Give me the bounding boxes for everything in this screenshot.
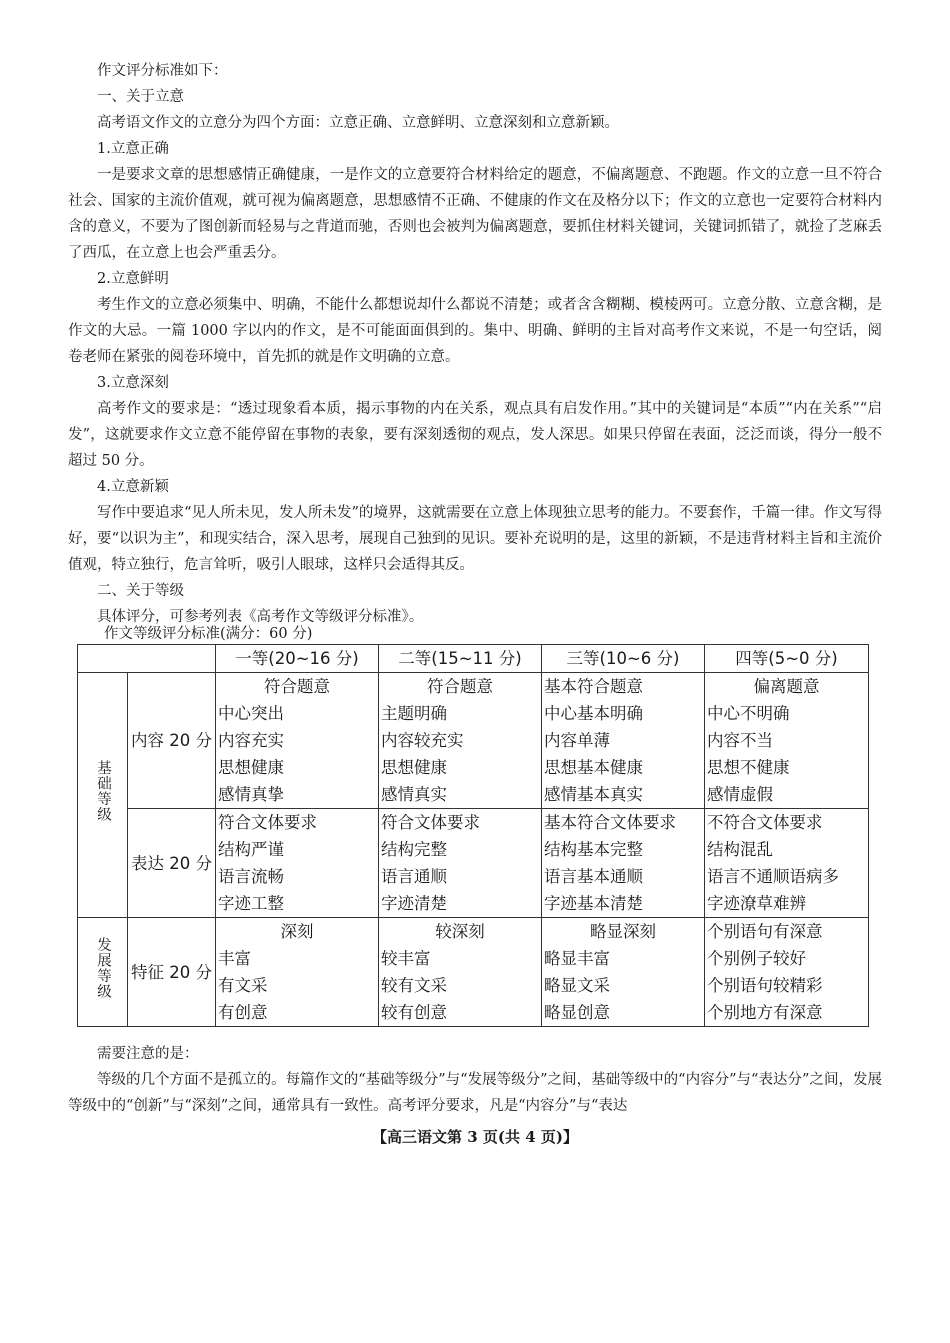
row-label-content: 内容 20 分 [128,673,216,809]
cell-line: 偏离题意 [753,677,820,696]
table-header-row [78,645,869,673]
cell-line: 符合文体要求 [218,813,317,832]
cell-line: 语言不通顺语病多 [707,867,839,886]
cell-line: 个别例子较好 [707,949,806,968]
cell-line: 略显创意 [544,1003,610,1022]
cell-line: 感情真实 [381,785,447,804]
cell-line: 中心突出 [218,704,284,723]
table-cell [705,809,869,918]
row-label-expression: 表达 20 分 [128,809,216,918]
table-corner-cell [78,645,216,673]
table-row-expression [78,809,869,918]
cell-line: 内容不当 [707,731,773,750]
cell-line: 较丰富 [381,949,431,968]
cell-line: 符合题意 [427,677,493,696]
row-label-feature: 特征 20 分 [128,918,216,1027]
cell-line: 内容充实 [218,731,284,750]
cell-line: 字迹工整 [218,894,284,913]
cell-line: 思想不健康 [707,758,790,777]
table-cell [216,918,379,1027]
table-cell [542,673,705,809]
section-heading: 一、关于立意 [97,89,184,105]
table-caption: 作文等级评分标准(满分：60 分) [104,626,313,642]
subsection-heading: 2.立意鲜明 [97,271,169,287]
cell-line: 结构严谨 [218,840,284,859]
group-label-basic: 基础等级 [78,673,128,918]
header-grade-1: 一等(20~16 分) [216,645,379,673]
table-cell [379,809,542,918]
cell-line: 字迹基本清楚 [544,894,643,913]
cell-line: 有创意 [218,1003,268,1022]
cell-line: 思想基本健康 [544,758,643,777]
subsection-heading: 3.立意深刻 [97,375,169,391]
paragraph: 具体评分，可参考列表《高考作文等级评分标准》。 [97,609,424,625]
cell-line: 略显文采 [544,976,610,995]
table-cell [379,918,542,1027]
cell-line: 个别语句较精彩 [707,976,823,995]
paragraph: 一是要求文章的思想感情正确健康，一是作文的立意要符合材料给定的题意，不偏离题意、不跑题。作文的立意一旦不符合社会、国家的主流价值观，就可视为偏离题意，思想感情不正确、不健康的作文在及格分以下；作文的立意也一定要符合材料内含的意义，不要为了图创新而轻易与之背道而驰，否则也会被判为偏离题意，要抓住材料关键词，关键词抓错了，就捡了芝麻丢了西瓜，在立意上也会严重丢分。 [68,167,882,261]
paragraph: 等级的几个方面不是孤立的。每篇作文的“基础等级分”与“发展等级分”之间，基础等级中的“内容分”与“表达分”之间，发展等级中的“创新”与“深刻”之间，通常具有一致性。高考评分要求，凡是“内容分”与“表达 [68,1072,882,1114]
cell-line: 较深刻 [435,922,485,941]
section-heading: 二、关于等级 [97,583,184,599]
cell-line: 基本符合题意 [544,677,643,696]
cell-line: 语言通顺 [381,867,447,886]
cell-line: 丰富 [218,949,251,968]
cell-line: 有文采 [218,976,268,995]
cell-line: 个别语句有深意 [707,922,823,941]
cell-line: 内容单薄 [544,731,610,750]
cell-line: 结构混乱 [707,840,773,859]
table-cell [705,673,869,809]
cell-line: 结构基本完整 [544,840,643,859]
cell-line: 中心基本明确 [544,704,643,723]
paragraph: 作文评分标准如下： [97,63,228,79]
grading-table [77,644,869,1027]
cell-line: 符合文体要求 [381,813,480,832]
header-grade-2: 二等(15~11 分) [379,645,542,673]
table-cell [542,809,705,918]
group-label-development: 发展等级 [78,918,128,1027]
subsection-heading: 4.立意新颖 [97,479,169,495]
subsection-heading: 1.立意正确 [97,141,169,157]
cell-line: 深刻 [280,922,314,941]
cell-line: 个别地方有深意 [707,1003,823,1022]
cell-line: 思想健康 [381,758,447,777]
header-grade-4: 四等(5~0 分) [705,645,869,673]
top-text-section [68,58,882,630]
bottom-text-section [68,1041,882,1119]
paragraph: 考生作文的立意必须集中、明确，不能什么都想说却什么都说不清楚；或者含含糊糊、模棱两可。立意分散、立意含糊，是作文的大忌。一篇 1000 字以内的作文，是不可能面面俱到的。集中、明确、鲜明的主旨对高考作文来说，不是一句空话，阅卷老师在紧张的阅卷环境中，首先抓的就是作文明确的立意。 [68,297,882,365]
cell-line: 略显深刻 [590,922,656,941]
cell-line: 较有创意 [381,1003,447,1022]
cell-line: 结构完整 [381,840,447,859]
paragraph: 需要注意的是： [97,1046,199,1062]
cell-line: 符合题意 [264,677,330,696]
cell-line: 略显丰富 [544,949,610,968]
cell-line: 基本符合文体要求 [544,813,676,832]
cell-line: 内容较充实 [381,731,464,750]
cell-line: 不符合文体要求 [707,813,823,832]
cell-line: 较有文采 [381,976,447,995]
cell-line: 字迹潦草难辨 [707,894,806,913]
cell-line: 感情真挚 [218,785,284,804]
cell-line: 感情基本真实 [544,785,643,804]
table-cell [216,673,379,809]
table-cell [705,918,869,1027]
header-grade-3: 三等(10~6 分) [542,645,705,673]
cell-line: 中心不明确 [707,704,790,723]
cell-line: 语言流畅 [218,867,284,886]
cell-line: 感情虚假 [707,785,773,804]
cell-line: 字迹清楚 [381,894,447,913]
paragraph: 高考作文的要求是：“透过现象看本质，揭示事物的内在关系，观点具有启发作用。”其中的关键词是“本质”“内在关系”“启发”，这就要求作文立意不能停留在事物的表象，要有深刻透彻的观点，发人深思。如果只停留在表面，泛泛而谈，得分一般不超过 50 分。 [68,401,882,469]
table-row-feature [78,918,869,1027]
page-footer: 【高三语文第 3 页(共 4 页)】 [372,1128,578,1146]
table-row-content [78,673,869,809]
cell-line: 语言基本通顺 [544,867,643,886]
cell-line: 主题明确 [381,704,447,723]
table-cell [379,673,542,809]
paragraph: 写作中要追求“见人所未见，发人所未发”的境界，这就需要在立意上体现独立思考的能力。不要套作，千篇一律。作文写得好，要“以识为主”，和现实结合，深入思考，展现自己独到的见识。要补充说明的是，这里的新颖，不是违背材料主旨和主流价值观，特立独行，危言耸听，吸引人眼球，这样只会适得其反。 [68,505,882,573]
table-cell [542,918,705,1027]
table-cell [216,809,379,918]
paragraph: 高考语文作文的立意分为四个方面：立意正确、立意鲜明、立意深刻和立意新颖。 [97,115,619,131]
cell-line: 思想健康 [218,758,284,777]
